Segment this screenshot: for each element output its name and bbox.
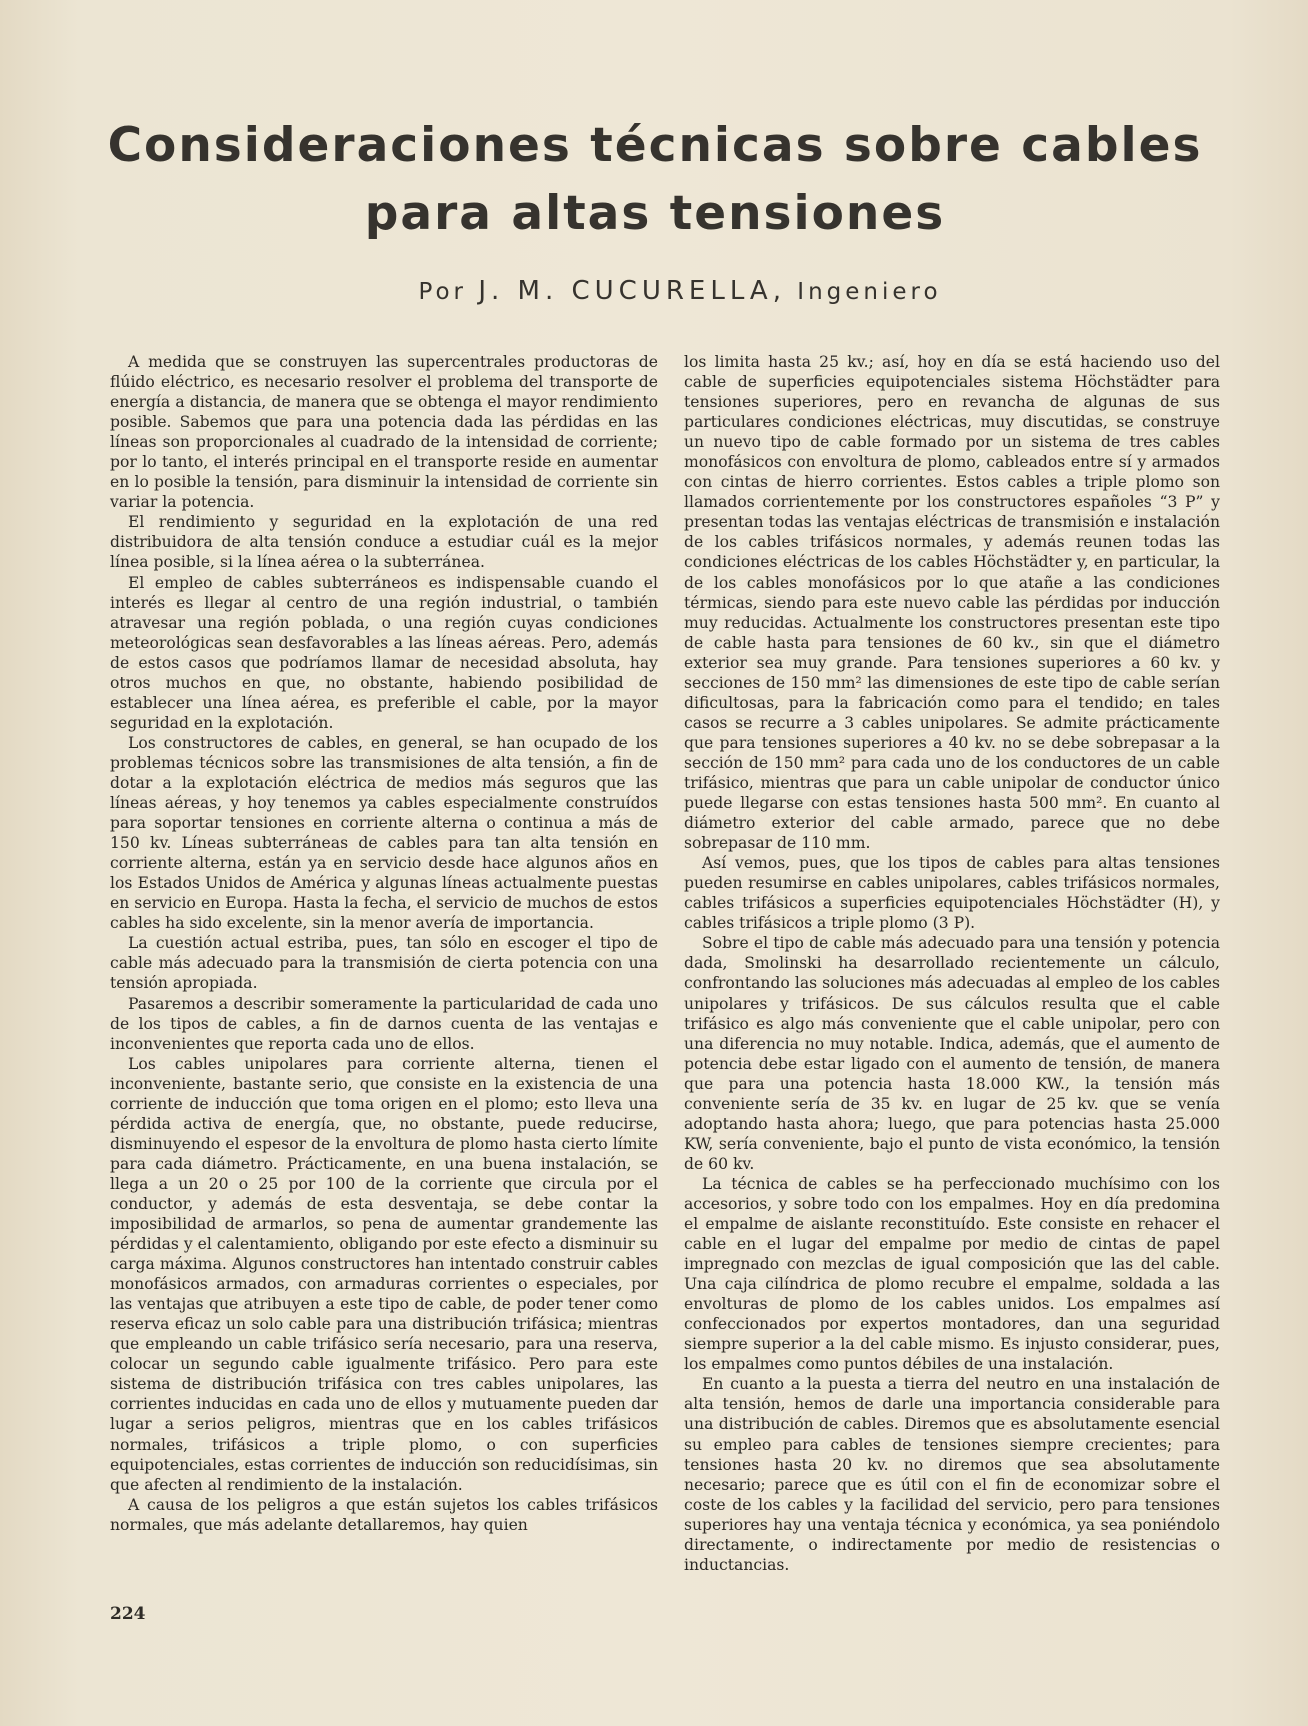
byline-role: Ingeniero xyxy=(797,279,942,305)
paragraph: Sobre el tipo de cable más adecuado para una tensión y potencia dada, Smolinski ha desarrollado recientemente un cálculo, confrontando las soluciones más adecuadas al empleo de los cables unipolares y trifásicos. De sus cálculos resulta que el cable trifásico es algo más conveniente que el cable unipolar, pero con una diferencia no muy notable. Indica, además, que el aumento de potencia debe estar ligado con el aumento de tensión, de manera que para una potencia hasta 18.000 KW., la tensión más conveniente sería de 35 kv. en lugar de 25 kv. que se venía adoptando hasta ahora; luego, que para potencias hasta 25.000 KW, sería conveniente, bajo el punto de vista económico, la tensión de 60 kv. xyxy=(684,934,1220,1173)
page-number: 224 xyxy=(110,1604,146,1624)
paragraph: El empleo de cables subterráneos es indispensable cuando el interés es llegar al centro de una región industrial, o también atravesar una región poblada, o una región cuyas condiciones meteorológicas sean desfavorables a las líneas aéreas. Pero, además de estos casos que podríamos llamar de necesidad absoluta, hay otros muchos en que, no obstante, habiendo posibilidad de establecer una línea aérea, es preferible el cable, por la mayor seguridad en la explotación. xyxy=(110,573,658,732)
paragraph: Los cables unipolares para corriente alterna, tienen el inconveniente, bastante serio, que consiste en la existencia de una corriente de inducción que toma origen en el plomo; esto lleva una pérdida activa de energía, que, no obstante, puede reducirse, disminuyendo el espesor de la envoltura de plomo hasta cierto límite para cada diámetro. Prácticamente, en una buena instalación, se llega a un 20 o 25 por 100 de la corriente que circula por el conductor, y además de esta desventaja, se debe contar la imposibilidad de armarlos, so pena de aumentar grandemente las pérdidas y el calentamiento, obligando por este efecto a disminuir su carga máxima. Algunos constructores han intentado construir cables monofásicos armados, con armaduras corrientes o especiales, por las ventajas que atribuyen a este tipo de cable, de poder tener como reserva eficaz un solo cable para una distribución trifásica; mientras que empleando un cable trifásico sería necesario, para una reserva, colocar un segundo cable igualmente trifásico. Pero para este sistema de distribución trifásica con tres cables unipolares, las corrientes inducidas en cada uno de ellos y mutuamente pueden dar lugar a serios peligros, mientras que en los cables trifásicos normales, trifásicos a triple plomo, o con superficies equipotenciales, estas corrientes de inducción son reducidísimas, sin que afecten al rendimiento de la instalación. xyxy=(110,1054,658,1494)
paragraph: La técnica de cables se ha perfeccionado muchísimo con los accesorios, y sobre todo con los empalmes. Hoy en día predomina el empalme de aislante reconstituído. Este consiste en rehacer el cable en el lugar del empalme por medio de cintas de papel impregnado con mezclas de igual composición que las del cable. Una caja cilíndrica de plomo recubre el empalme, soldada a las envolturas de plomo de los cables unidos. Los empalmes así confeccionados por expertos montadores, dan una seguridad siempre superior a la del cable mismo. Es injusto considerar, pues, los empalmes como puntos débiles de una instalación. xyxy=(684,1174,1220,1374)
column-right xyxy=(684,352,1220,1575)
paragraph: La cuestión actual estriba, pues, tan sólo en escoger el tipo de cable más adecuado para la transmisión de cierta potencia con una tensión apropiada. xyxy=(110,934,658,993)
byline-prefix: Por xyxy=(418,279,468,305)
article-title: Consideraciones técnicas sobre cables para altas tensiones xyxy=(107,118,1203,241)
paragraph: Pasaremos a describir someramente la particularidad de cada uno de los tipos de cables, a fin de darnos cuenta de las ventajas e inconvenientes que reporta cada uno de ellos. xyxy=(110,994,658,1053)
paragraph: El rendimiento y seguridad en la explotación de una red distribuidora de alta tensión conduce a estudiar cuál es la mejor línea posible, si la línea aérea o la subterránea. xyxy=(110,513,658,572)
paragraph: En cuanto a la puesta a tierra del neutro en una instalación de alta tensión, hemos de darle una importancia considerable para una distribución de cables. Diremos que es absolutamente esencial su empleo para cables de tensiones siempre crecientes; para tensiones hasta 20 kv. no diremos que sea absolutamente necesario; parece que es útil con el fin de economizar sobre el coste de los cables y la facilidad del servicio, pero para tensiones superiores hay una ventaja técnica y económica, ya sea poniéndolo directamente, o indirectamente por medio de resistencias o inductancias. xyxy=(684,1375,1220,1574)
column-left xyxy=(110,352,658,1535)
paragraph: los limita hasta 25 kv.; así, hoy en día se está haciendo uso del cable de superficies equipotenciales sistema Höchstädter para tensiones superiores, pero en revancha de algunas de sus particulares condiciones eléctricas, muy discutidas, se construye un nuevo tipo de cable formado por un sistema de tres cables monofásicos con envoltura de plomo, cableados entre sí y armados con cintas de hierro corrientes. Estos cables a triple plomo son llamados corrientemente por los constructores españoles “3 P” y presentan todas las ventajas eléctricas de transmisión e instalación de los cables trifásicos normales, y además reunen todas las condiciones eléctricas de los cables Höchstädter y, en particular, la de los cables monofásicos por lo que atañe a las condiciones térmicas, siendo para este nuevo cable las pérdidas por inducción muy reducidas. Actualmente los constructores presentan este tipo de cable hasta para tensiones de 60 kv., sin que el diámetro exterior sea muy grande. Para tensiones superiores a 60 kv. y secciones de 150 mm² las dimensiones de este tipo de cable serían dificultosas, para la fabricación como para el tendido; en tales casos se recurre a 3 cables unipolares. Se admite prácticamente que para tensiones superiores a 40 kv. no se debe sobrepasar a la sección de 150 mm² para cada uno de los conductores de un cable trifásico, mientras que para un cable unipolar de conductor único puede llegarse con estas tensiones hasta 500 mm². En cuanto al diámetro exterior del cable armado, parece que no debe sobrepasar de 110 mm. xyxy=(684,353,1220,853)
byline xyxy=(300,276,1060,306)
paragraph: A causa de los peligros a que están sujetos los cables trifásicos normales, que más adelante detallaremos, hay quien xyxy=(110,1495,658,1534)
paragraph: A medida que se construyen las supercentrales productoras de flúido eléctrico, es necesario resolver el problema del transporte de energía a distancia, de manera que se obtenga el mayor rendimiento posible. Sabemos que para una potencia dada las pérdidas en las líneas son proporcionales al cuadrado de la intensidad de corriente; por lo tanto, el interés principal en el transporte reside en aumentar en lo posible la tensión, para disminuir la intensidad de corriente sin variar la potencia. xyxy=(110,353,658,512)
paragraph: Así vemos, pues, que los tipos de cables para altas tensiones pueden resumirse en cables unipolares, cables trifásicos normales, cables trifásicos a superficies equipotenciales Höchstädter (H), y cables trifásicos a triple plomo (3 P). xyxy=(684,854,1220,933)
paragraph: Los constructores de cables, en general, se han ocupado de los problemas técnicos sobre las transmisiones de alta tensión, a fin de dotar a la explotación eléctrica de medios más seguros que las líneas aéreas, y hoy tenemos ya cables especialmente construídos para soportar tensiones en corriente alterna o continua a más de 150 kv. Líneas subterráneas de cables para tan alta tensión en corriente alterna, están ya en servicio desde hace algunos años en los Estados Unidos de América y algunas líneas actualmente puestas en servicio en Europa. Hasta la fecha, el servicio de muchos de estos cables ha sido excelente, sin la menor avería de importancia. xyxy=(110,733,658,933)
byline-author: J. M. CUCURELLA, xyxy=(478,276,786,306)
